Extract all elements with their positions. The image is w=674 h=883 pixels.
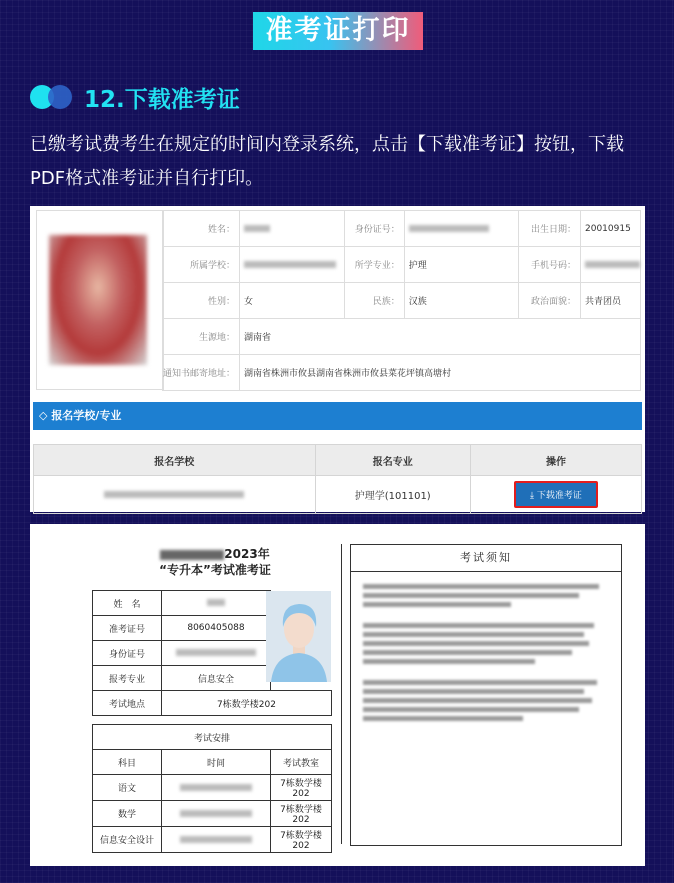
description-text: 已缴考试费考生在规定的时间内登录系统，点击【下载准考证】按钮，下载PDF格式准考证并自行打印。 (30, 134, 624, 189)
table-row (93, 827, 332, 853)
schedule-table (92, 724, 332, 853)
header-major: 报名专业 (315, 445, 470, 476)
schedule-time (162, 827, 271, 853)
schedule-subject: 语文 (93, 775, 162, 801)
dob-value: 20010915 (581, 211, 641, 247)
politics-label: 政治面貌： (519, 283, 581, 319)
download-icon: ⤓ (530, 491, 535, 501)
candidate-photo (49, 235, 147, 365)
schedule-title: 考试安排 (93, 725, 332, 750)
profile-table (162, 210, 641, 391)
phone-label: 手机号码： (519, 247, 581, 283)
banner-title: 准考证打印 (253, 12, 423, 50)
ethnicity-value: 汉族 (404, 283, 518, 319)
card-title-line2: “专升本”考试准考证 (159, 563, 271, 577)
major-value: 护理 (404, 247, 518, 283)
card-label: 准考证号 (93, 616, 162, 641)
registration-table (33, 444, 642, 514)
name-value (240, 211, 345, 247)
id-label: 身份证号： (344, 211, 404, 247)
card-value (162, 641, 271, 666)
schedule-subject: 数学 (93, 801, 162, 827)
card-label: 身份证号 (93, 641, 162, 666)
schedule-subject: 信息安全设计 (93, 827, 162, 853)
notice-blurred-text (351, 572, 621, 733)
notice-title: 考试须知 (351, 545, 621, 572)
action-cell (470, 476, 641, 514)
table-row (34, 476, 642, 514)
schedule-header: 时间 (162, 750, 271, 775)
school-cell (34, 476, 316, 514)
schedule-time (162, 775, 271, 801)
origin-value: 湖南省 (240, 319, 641, 355)
admission-card-preview (30, 524, 645, 866)
graduation-cap-icon: ◇ (39, 409, 48, 422)
card-title-year: 2023年 (224, 547, 270, 561)
table-row (93, 801, 332, 827)
address-value: 湖南省株洲市攸县湖南省株洲市攸县菜花坪镇高塘村 (240, 355, 641, 391)
card-value: 信息安全 (162, 666, 271, 691)
card-value: 7栋数学楼202 (162, 691, 332, 716)
card-label: 姓 名 (93, 591, 162, 616)
card-value: 8060405088 (162, 616, 271, 641)
schedule-time (162, 801, 271, 827)
header-action: 操作 (470, 445, 641, 476)
major-cell: 护理学(101101) (315, 476, 470, 514)
card-value (162, 591, 271, 616)
schedule-header: 科目 (93, 750, 162, 775)
major-label: 所学专业： (344, 247, 404, 283)
bullet-dots-icon (30, 85, 72, 109)
school-value (240, 247, 345, 283)
schedule-header: 考试教室 (271, 750, 332, 775)
registration-bar-title: 报名学校/专业 (51, 409, 122, 422)
photo-frame (36, 210, 164, 390)
name-label: 姓名： (163, 211, 240, 247)
school-label: 所属学校： (163, 247, 240, 283)
download-button-label: 下载准考证 (536, 491, 582, 501)
avatar-placeholder-icon (266, 591, 331, 682)
card-label: 报考专业 (93, 666, 162, 691)
section-header (30, 82, 240, 112)
gender-value: 女 (240, 283, 345, 319)
card-title (130, 546, 300, 578)
schedule-room: 7栋数学楼202 (271, 775, 332, 801)
politics-value: 共青团员 (581, 283, 641, 319)
section-title: 12.下载准考证 (84, 86, 240, 113)
download-admission-button[interactable] (514, 481, 598, 508)
table-row (93, 775, 332, 801)
address-label: 通知书邮寄地址： (163, 355, 240, 391)
phone-value (581, 247, 641, 283)
schedule-room: 7栋数学楼202 (271, 827, 332, 853)
ethnicity-label: 民族： (344, 283, 404, 319)
registration-bar (33, 402, 642, 430)
system-screenshot (30, 206, 645, 512)
header-school: 报名学校 (34, 445, 316, 476)
exam-notice (350, 544, 622, 846)
card-label: 考试地点 (93, 691, 162, 716)
gender-label: 性别： (163, 283, 240, 319)
divider (341, 544, 342, 844)
origin-label: 生源地： (163, 319, 240, 355)
schedule-room: 7栋数学楼202 (271, 801, 332, 827)
dob-label: 出生日期： (519, 211, 581, 247)
id-value (404, 211, 518, 247)
